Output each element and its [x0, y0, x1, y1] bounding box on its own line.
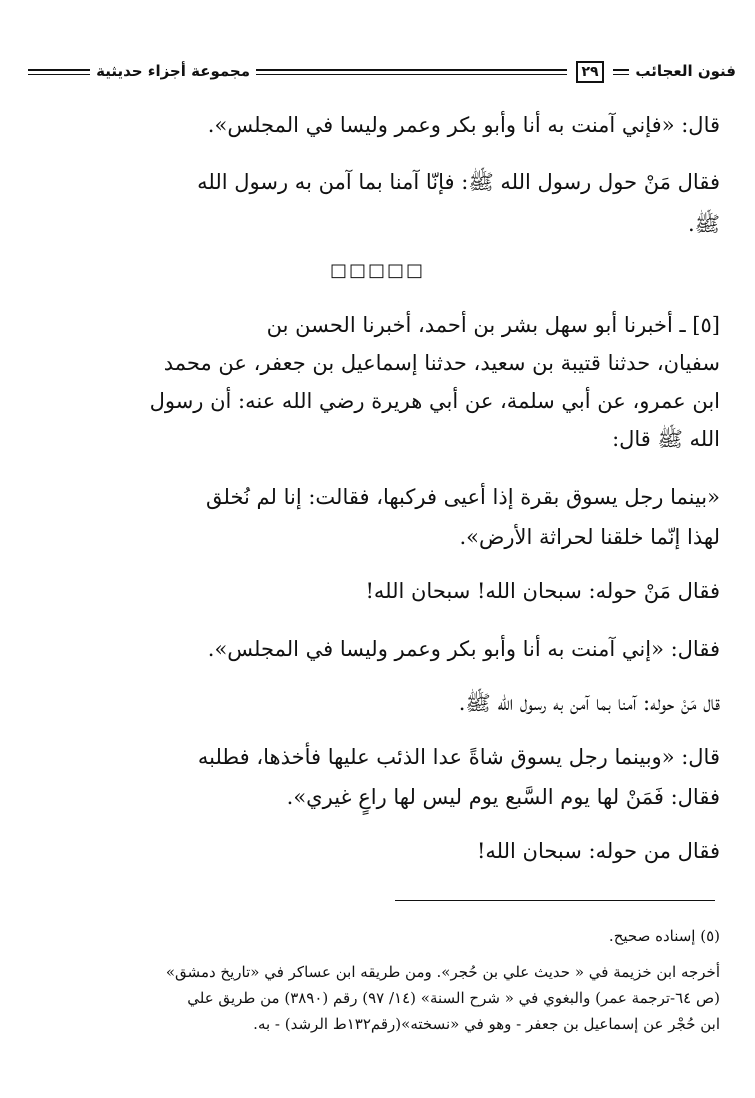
hadith-line: فقال: «إني آمنت به أنا وأبو بكر وعمر وليسا في المجلس». — [207, 637, 720, 661]
text-line: ﷺ. — [687, 212, 720, 236]
hadith-line: الله ﷺ قال: — [612, 427, 720, 451]
text-line: فقال مَنْ حول رسول الله ﷺ: فإنّا آمنا بما آمن به رسول الله — [197, 170, 720, 194]
hadith-line: سفيان، حدثنا قتيبة بن سعيد، حدثنا إسماعيل بن جعفر، عن محمد — [163, 351, 720, 375]
footnote-line: (٥) إسناده صحيح. — [608, 927, 720, 945]
footnote-line: (ص ٦٤-ترجمة عمر) والبغوي في « شرح السنة» (١٤/ ٩٧) رقم (٣٨٩٠) من طريق علي — [187, 989, 720, 1007]
section-separator: □□□□□ — [329, 260, 426, 281]
hadith-line: فقال مَنْ حوله: سبحان الله! سبحان الله! — [365, 579, 720, 603]
hadith-line: [٥] ـ أخبرنا أبو سهل بشر بن أحمد، أخبرنا الحسن بن — [266, 313, 720, 337]
hadith-line: قال: «وبينما رجل يسوق شاةً عدا الذئب عليها فأخذها، فطلبه — [197, 745, 720, 769]
footnote-line: أخرجه ابن خزيمة في « حديث علي بن حُجر». ومن طريقه ابن عساكر في «تاريخ دمشق» — [165, 963, 720, 981]
hadith-line: «بينما رجل يسوق بقرة إذا أعيى فركبها، فقالت: إنا لم نُخلق — [206, 485, 720, 509]
collection-title: مجموعة أجزاء حديثية — [90, 58, 256, 84]
footnote-separator — [395, 900, 715, 901]
page-number: ٢٩ — [576, 61, 603, 83]
hadith-line: قال مَنْ حوله: آمنا بما آمن به رسول الله ﷺ. — [458, 691, 720, 715]
text-line: قال: «فإني آمنت به أنا وأبو بكر وعمر وليسا في المجلس». — [207, 113, 720, 137]
page-number-box — [567, 58, 613, 84]
hadith-line: فقال من حوله: سبحان الله! — [476, 839, 720, 863]
hadith-line: لهذا إنّما خلقنا لحراثة الأرض». — [459, 525, 720, 549]
book-title: فنون العجائب — [629, 58, 736, 84]
footnote-line: ابن حُجْر عن إسماعيل بن جعفر - وهو في «نسخته»(رقم١٣٢ط الرشد) - به. — [253, 1015, 720, 1033]
hadith-line: فقال: فَمَنْ لها يوم السَّبع يوم ليس لها راعٍ غيري». — [286, 785, 720, 809]
hadith-line: ابن عمرو، عن أبي سلمة، عن أبي هريرة رضي الله عنه: أن رسول — [149, 389, 720, 413]
running-header — [28, 58, 736, 84]
